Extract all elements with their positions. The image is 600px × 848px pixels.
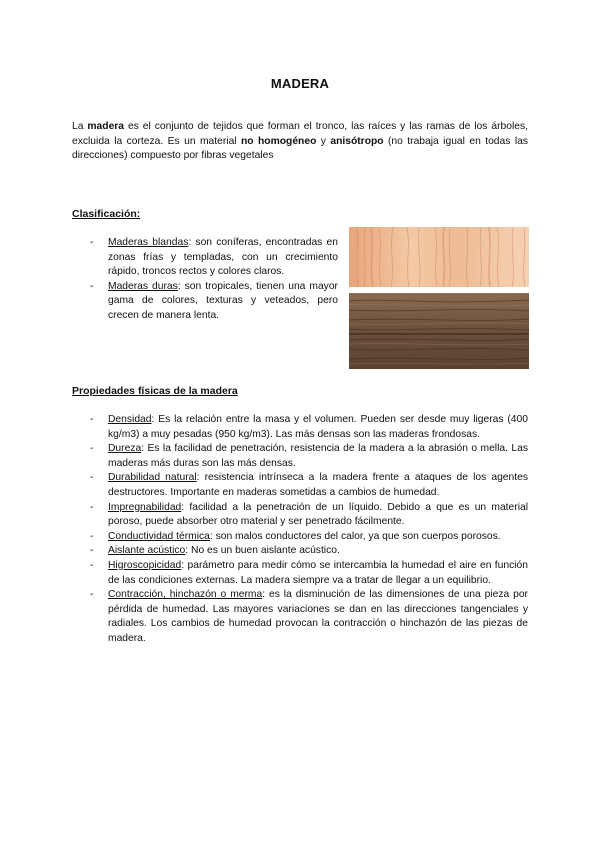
list-item: - Aislante acústico: No es un buen aislante acústico. (90, 544, 528, 559)
list-item: - Impregnabilidad: facilidad a la penetración de un líquido. Debido a que es un material poroso, puede absorber otro material y ser penetrado fácilmente. (90, 501, 528, 530)
dark-wood-image (349, 293, 529, 369)
page-title: MADERA (270, 76, 330, 91)
clasificacion-list (90, 236, 338, 324)
light-wood-image (349, 227, 529, 287)
list-item: - Maderas duras: son tropicales, tienen una mayor gama de colores, texturas y veteados, pero crecen de manera lenta. (90, 280, 338, 324)
propiedades-heading: Propiedades físicas de la madera (72, 385, 238, 397)
list-item: - Dureza: Es la facilidad de penetración, resistencia de la madera a la abrasión o mella. Las maderas más duras son las más densas. (90, 442, 528, 471)
list-item: - Maderas blandas: son coníferas, encontradas en zonas frías y templadas, con un crecimiento rápido, troncos rectos y colores claros. (90, 236, 338, 280)
list-item: - Durabilidad natural: resistencia intrínseca a la madera frente a ataques de los agentes destructores. Importante en maderas sometidas a cambios de humedad. (90, 471, 528, 500)
clasificacion-heading: Clasificación: (72, 208, 141, 220)
list-item: - Contracción, hinchazón o merma: es la disminución de las dimensiones de una pieza por pérdida de humedad. Las mayores variaciones se dan en las direcciones tangenciales y radiales. Los cambios de humedad provocan la contracción o hinchazón de las piezas de madera. (90, 588, 528, 646)
list-item: - Densidad: Es la relación entre la masa y el volumen. Pueden ser desde muy ligeras (400 kg/m3) a muy pesadas (950 kg/m3). Las más densas son las maderas frondosas. (90, 413, 528, 442)
intro-paragraph: La madera es el conjunto de tejidos que forman el tronco, las raíces y las ramas de los árboles, excluida la corteza. Es un material no homogéneo y anisótropo (no trabaja igual en todas las direcciones) compuesto por fibras vegetales (72, 121, 528, 161)
propiedades-list (90, 413, 528, 647)
list-item: - Conductividad térmica: son malos conductores del calor, ya que son cuerpos porosos. (90, 530, 528, 545)
list-item: - Higroscopicidad: parámetro para medir cómo se intercambia la humedad el aire en función de las condiciones externas. La madera siempre va a tratar de llegar a un equilibrio. (90, 559, 528, 588)
